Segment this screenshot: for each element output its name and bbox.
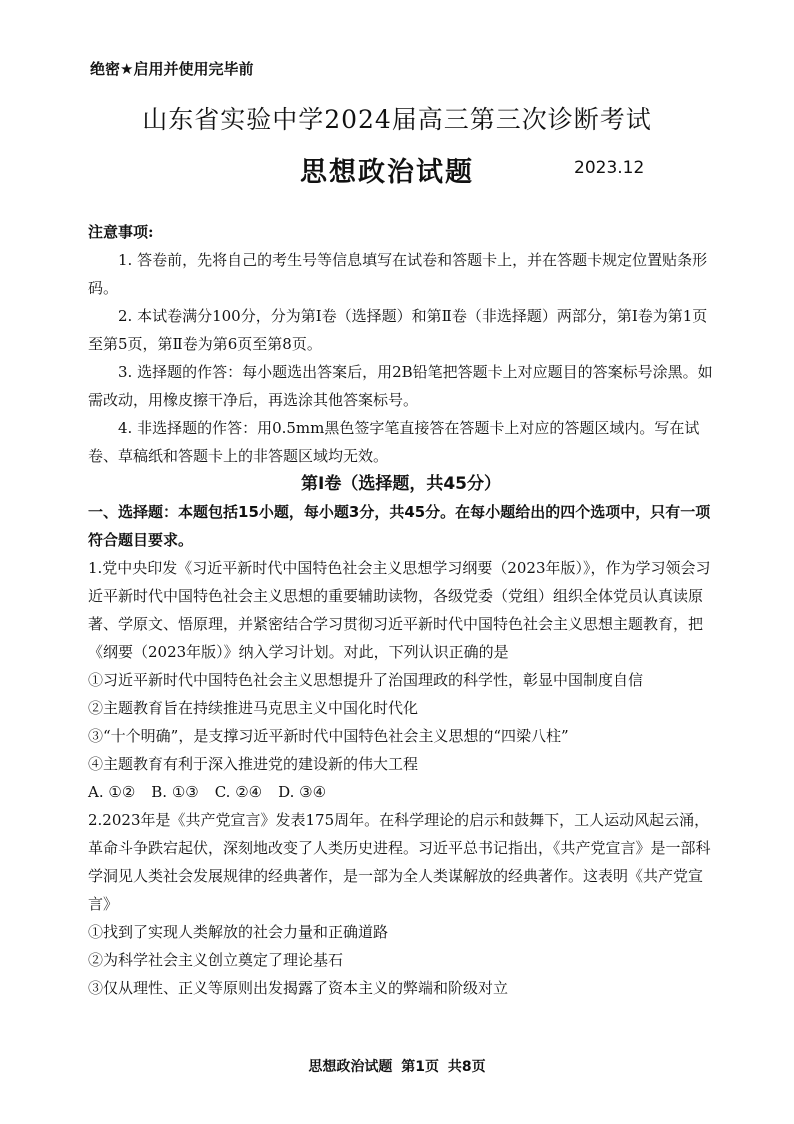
- note-item: 4. 非选择题的作答：用0.5mm黑色签字笔直接答在答题卡上对应的答题区域内。写在试卷、草稿纸和答题卡上的非答题区域均无效。: [88, 419, 700, 465]
- footer-subject: 思想政治试题: [308, 1059, 393, 1075]
- statement: ③“十个明确”，是支撑习近平新时代中国特色社会主义思想的“四梁八柱”: [88, 727, 569, 745]
- statement: ②为科学社会主义创立奠定了理论基石: [88, 951, 344, 969]
- option-d: D. ③④: [278, 783, 327, 801]
- section-heading: 一、选择题：本题包括15小题，每小题3分，共45分。在每小题给出的四个选项中，只有一项符合题目要求。: [88, 503, 711, 549]
- question-stem: 1.党中央印发《习近平新时代中国特色社会主义思想学习纲要（2023年版）》，作为学习领会习近平新时代中国特色社会主义思想的重要辅助读物，各级党委（党组）组织全体党员认真读原著、学原文、悟原理，并紧密结合学习贯彻习近平新时代中国特色社会主义思想主题教育，把《纲要（2023年版）》纳入学习计划。对此，下列认识正确的是: [88, 559, 711, 661]
- subject-title: 思想政治试题: [300, 157, 474, 188]
- notes-title: 注意事项:: [88, 223, 154, 241]
- statement: ①习近平新时代中国特色社会主义思想提升了治国理政的科学性，彰显中国制度自信: [88, 671, 644, 689]
- option-c: C. ②④: [214, 783, 263, 801]
- question-stem: 2.2023年是《共产党宣言》发表175周年。在科学理论的启示和鼓舞下，工人运动风起云涌，革命斗争跌宕起伏，深刻地改变了人类历史进程。习近平总书记指出，《共产党宣言》是一部科学洞见人类社会发展规律的经典著作，是一部为全人类谋解放的经典著作。这表明《共产党宣言》: [88, 811, 711, 913]
- note-item: 3. 选择题的作答：每小题选出答案后，用2B铅笔把答题卡上对应题目的答案标号涂黑。如需改动，用橡皮擦干净后，再选涂其他答案标号。: [88, 363, 713, 409]
- note-item: 1. 答卷前，先将自己的考生号等信息填写在试卷和答题卡上，并在答题卡规定位置贴条形码。: [88, 251, 708, 297]
- page-footer: [0, 1056, 794, 1076]
- option-a: A. ①②: [88, 783, 136, 801]
- answer-options: [88, 778, 714, 806]
- exam-date: 2023.12: [574, 158, 645, 178]
- statement: ①找到了实现人类解放的社会力量和正确道路: [88, 923, 389, 941]
- footer-page: 第1页: [401, 1059, 439, 1075]
- statement: ③仅从理性、正义等原则出发揭露了资本主义的弊端和阶级对立: [88, 979, 509, 997]
- exam-title: 山东省实验中学2024届高三第三次诊断考试: [142, 105, 652, 134]
- statement: ②主题教育旨在持续推进马克思主义中国化时代化: [88, 699, 419, 717]
- note-item: 2. 本试卷满分100分，分为第Ⅰ卷（选择题）和第Ⅱ卷（非选择题）两部分，第Ⅰ卷为第1页至第5页，第Ⅱ卷为第6页至第8页。: [88, 307, 708, 353]
- exam-body: [88, 218, 714, 1002]
- confidential-mark: 绝密★启用并使用完毕前: [90, 60, 254, 78]
- statement: ④主题教育有利于深入推进党的建设新的伟大工程: [88, 755, 419, 773]
- part-title: 第Ⅰ卷（选择题，共45分）: [301, 474, 501, 494]
- footer-total: 共8页: [447, 1059, 486, 1075]
- option-b: B. ①③: [151, 783, 199, 801]
